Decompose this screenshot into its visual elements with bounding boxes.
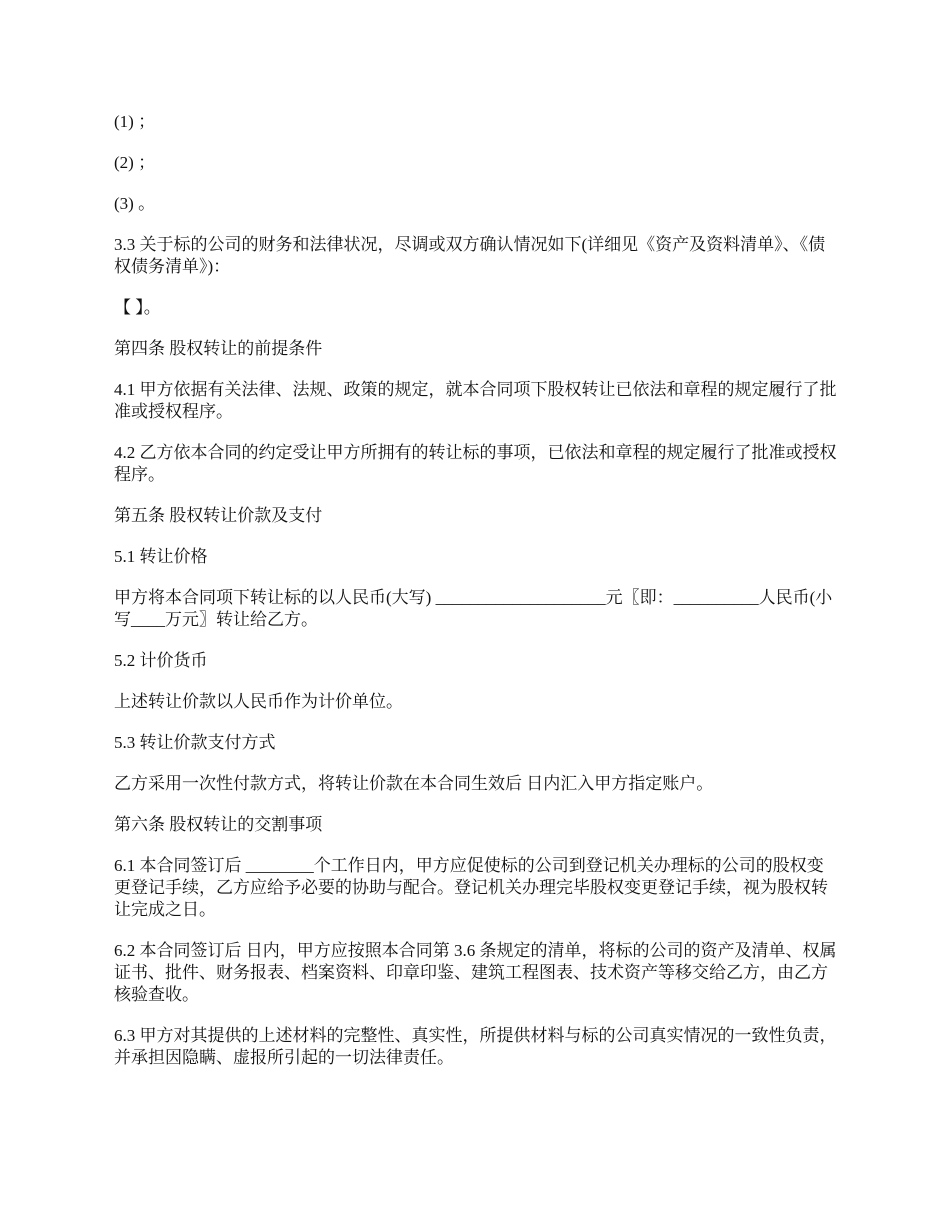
clause-6-3: 6.3 甲方对其提供的上述材料的完整性、真实性，所提供材料与标的公司真实情况的一致性负责，并承担因隐瞒、虚报所引起的一切法律责任。 [114, 1026, 837, 1067]
clause-4-1: 4.1 甲方依据有关法律、法规、政策的规定，就本合同项下股权转让已依法和章程的规定履行了批准或授权程序。 [114, 380, 837, 421]
clause-5-3-heading: 5.3 转让价款支付方式 [114, 733, 276, 752]
item-1: (1) ； [114, 112, 156, 131]
clause-5-2-heading: 5.2 计价货币 [114, 651, 208, 670]
article-4-heading: 第四条 股权转让的前提条件 [114, 339, 323, 358]
item-3: (3) 。 [114, 194, 156, 213]
clause-3-3: 3.3 关于标的公司的财务和法律状况，尽调或双方确认情况如下(详细见《资产及资料清单》、《债权债务清单》)： [114, 235, 826, 276]
article-6-heading: 第六条 股权转让的交割事项 [114, 815, 323, 834]
clause-5-2-body: 上述转让价款以人民币作为计价单位。 [114, 692, 403, 711]
document-page [114, 111, 839, 1088]
clause-6-1: 6.1 本合同签订后 ________个工作日内，甲方应促使标的公司到登记机关办理标的公司的股权变更登记手续，乙方应给予必要的协助与配合。登记机关办理完毕股权变更登记手续，视为股权转让完成之日。 [114, 856, 828, 919]
bracket-placeholder: 【 】。 [114, 298, 161, 317]
clause-5-1-heading: 5.1 转让价格 [114, 547, 208, 566]
clause-4-2: 4.2 乙方依本合同的约定受让甲方所拥有的转让标的事项，已依法和章程的规定履行了批准或授权程序。 [114, 443, 837, 484]
clause-5-3-body: 乙方采用一次性付款方式，将转让价款在本合同生效后 日内汇入甲方指定账户。 [114, 774, 714, 793]
clause-5-1-body: 甲方将本合同项下转让标的以人民币(大写) ____________________元〖即：__________人民币(小写____万元〗转让给乙方。 [114, 588, 833, 629]
clause-6-2: 6.2 本合同签订后 日内，甲方应按照本合同第 3.6 条规定的清单，将标的公司的资产及清单、权属证书、批件、财务报表、档案资料、印章印鉴、建筑工程图表、技术资产等移交给乙方，由乙方核验查收。 [114, 941, 837, 1004]
article-5-heading: 第五条 股权转让价款及支付 [114, 506, 323, 525]
item-2: (2) ； [114, 153, 156, 172]
